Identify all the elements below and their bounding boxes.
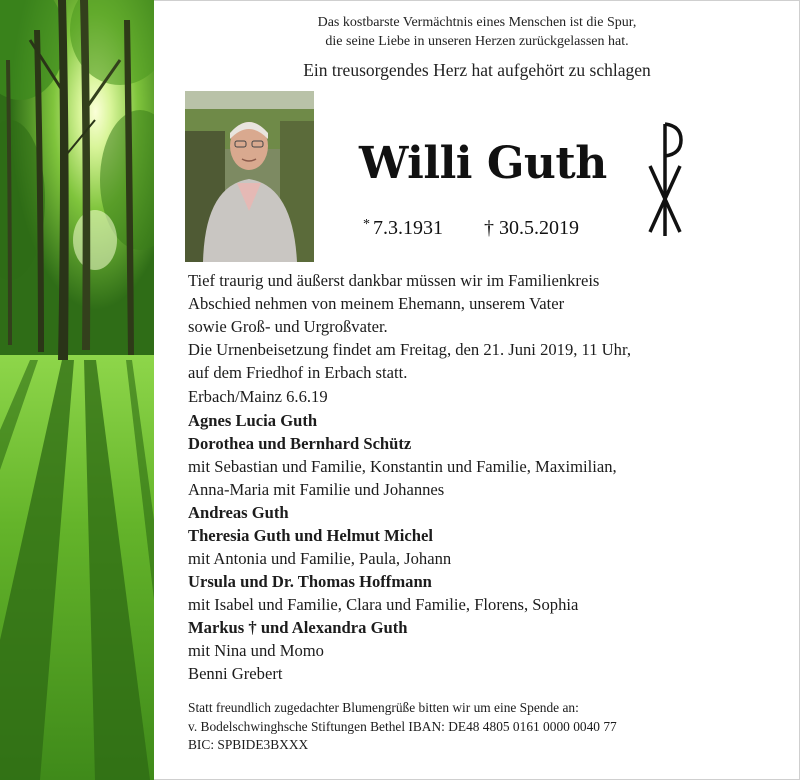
family-list: [188, 409, 788, 685]
death-date: [484, 217, 579, 240]
mourner-name: Andreas Guth: [188, 503, 289, 522]
donation-line: BIC: SPBIDE3BXXX: [188, 737, 309, 752]
main-text-line: Die Urnenbeisetzung findet am Freitag, den 21. Juni 2019, 11 Uhr,: [188, 340, 631, 359]
forest-picture: [0, 0, 154, 780]
motto-line: die seine Liebe in unseren Herzen zurückgelassen hat.: [325, 34, 629, 49]
main-text-line: sowie Groß- und Urgroßvater.: [188, 317, 388, 336]
main-text-line: Tief traurig und äußerst dankbar müssen wir im Familienkreis: [188, 271, 600, 290]
mourner-detail: mit Isabel und Familie, Clara und Familie, Florens, Sophia: [188, 595, 579, 614]
birth-date-value: 7.3.1931: [373, 217, 443, 239]
donation-line: v. Bodelschwinghsche Stiftungen Bethel IBAN: DE48 4805 0161 0000 0040 77: [188, 718, 617, 734]
mourner-name: Theresia Guth und Helmut Michel: [188, 526, 433, 545]
motto-line: Das kostbarste Vermächtnis eines Menschen ist die Spur,: [317, 15, 637, 30]
deceased-name: Willi Guth: [359, 138, 607, 189]
mourner-detail: mit Antonia und Familie, Paula, Johann: [188, 549, 452, 568]
mourner-name: Markus † und Alexandra Guth: [188, 618, 408, 637]
mourner-name: Dorothea und Bernhard Schütz: [188, 434, 412, 453]
motto: [154, 13, 800, 51]
birth-date: [363, 217, 443, 240]
portrait-photo: [185, 91, 314, 262]
mourner-name: Agnes Lucia Guth: [188, 411, 318, 430]
mourner-detail: Benni Grebert: [188, 664, 283, 683]
main-text: [188, 269, 788, 384]
main-text-line: auf dem Friedhof in Erbach statt.: [188, 363, 408, 382]
birth-symbol: *: [363, 217, 370, 232]
donation-line: Statt freundlich zugedachter Blumengrüße bitten wir um eine Spende an:: [188, 700, 579, 715]
mourner-detail: mit Nina und Momo: [188, 641, 324, 660]
mourner-name: Ursula und Dr. Thomas Hoffmann: [188, 572, 432, 591]
mourner-detail: mit Sebastian und Familie, Konstantin und Familie, Maximilian,: [188, 457, 617, 476]
death-symbol: †: [484, 217, 494, 239]
mourner-detail: Anna-Maria mit Familie und Johannes: [188, 480, 445, 499]
chi-rho-icon: [648, 118, 684, 240]
main-text-line: Abschied nehmen von meinem Ehemann, unserem Vater: [188, 294, 565, 313]
death-date-value: 30.5.2019: [499, 217, 579, 239]
donation-note: [188, 699, 788, 755]
obituary-content: [154, 0, 800, 780]
place-date: Erbach/Mainz 6.6.19: [188, 387, 328, 406]
headline: Ein treusorgendes Herz hat aufgehört zu schlagen: [303, 60, 651, 80]
